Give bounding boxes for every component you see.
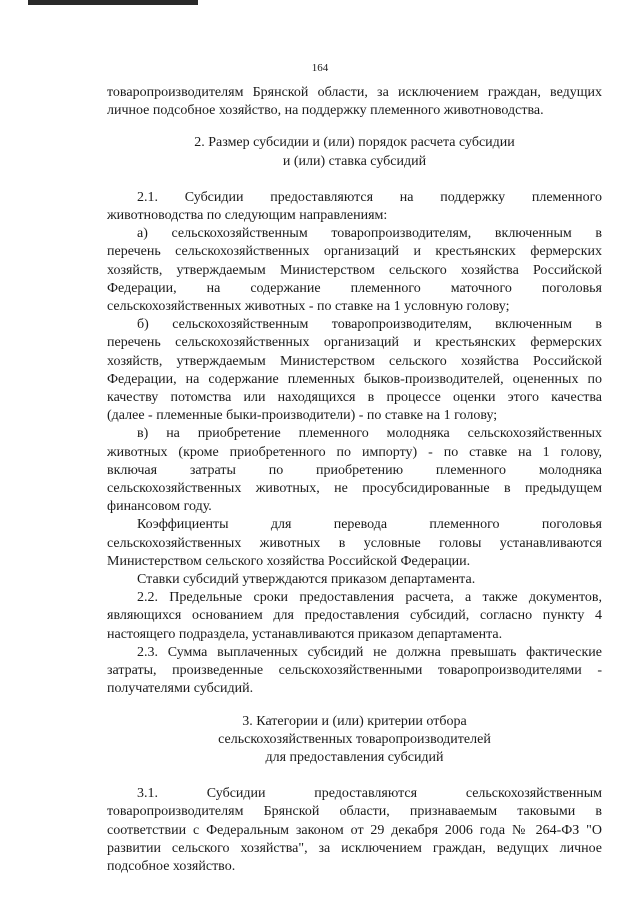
- text-line: Коэффициенты для перевода племенного поголовья: [137, 517, 602, 533]
- text-line: Федерации, на содержание племенного маточного поголовья: [107, 280, 602, 296]
- text-line: 2.2. Предельные сроки предоставления расчета, а также документов,: [137, 590, 602, 606]
- text-line: развитии сельского хозяйства", за исключением граждан, ведущих личное: [107, 840, 602, 856]
- text-line: получателями субсидий.: [107, 681, 254, 697]
- text-line: настоящего подраздела, устанавливаются приказом департамента.: [107, 626, 503, 642]
- paragraph-2-1: [107, 189, 602, 225]
- heading-line: и (или) ставка субсидий: [282, 153, 427, 169]
- text-line: финансовом году.: [107, 499, 212, 515]
- text-line: товаропроизводителям Брянской области, признаваемым таковыми в: [107, 804, 602, 820]
- paragraph-a: [107, 225, 602, 316]
- text-line: сельскохозяйственных животных в условные головы устанавливаются: [107, 535, 602, 551]
- text-line: товаропроизводителям Брянской области, за исключением граждан, ведущих: [107, 85, 602, 100]
- paragraph-v: [107, 425, 602, 516]
- paragraph-3-1: [107, 785, 602, 876]
- text-line: перечень сельскохозяйственных организаций и крестьянских фермерских: [107, 335, 602, 351]
- text-line: б) сельскохозяйственным товаропроизводителям, включенным в: [137, 317, 602, 333]
- heading-line: 3. Категории и (или) критерии отбора: [242, 713, 467, 729]
- heading-line: для предоставления субсидий: [265, 749, 444, 765]
- text-line: подсобное хозяйство.: [107, 858, 236, 874]
- text-line: животноводства по следующим направлениям:: [107, 208, 388, 224]
- text-line: Ставки субсидий утверждаются приказом департамента.: [137, 572, 476, 588]
- text-line: затраты, произведенные сельскохозяйственными товаропроизводителями -: [107, 663, 602, 679]
- text-line: а) сельскохозяйственным товаропроизводителям, включенным в: [137, 226, 602, 242]
- text-line: 3.1. Субсидии предоставляются сельскохозяйственным: [137, 786, 602, 802]
- text-line: являющихся основанием для предоставления субсидий, согласно пункту 4: [107, 608, 602, 624]
- text-line: Министерством сельского хозяйства Российской Федерации.: [107, 553, 471, 569]
- text-line: (далее - племенные быки-производители) - по ставке на 1 голову;: [107, 408, 498, 424]
- text-line: личное подсобное хозяйство, на поддержку племенного животноводства.: [107, 103, 544, 119]
- text-line: сельскохозяйственных животных, не просубсидированные в предыдущем: [107, 481, 602, 497]
- paragraph-b: [107, 316, 602, 425]
- text-line: 2.3. Сумма выплаченных субсидий не должна превышать фактические: [137, 644, 602, 660]
- text-line: животных (кроме приобретенного по импорту) - по ставке на 1 голову,: [107, 444, 602, 460]
- heading-line: 2. Размер субсидии и (или) порядок расчета субсидии: [194, 135, 515, 151]
- text-line: сельскохозяйственных животных - по ставке на 1 условную голову;: [107, 299, 510, 315]
- scan-artifact-bar: [28, 0, 198, 5]
- text-line: хозяйств, утверждаемым Министерством сельского хозяйства Российской: [107, 353, 602, 369]
- page-number: 164: [311, 62, 329, 74]
- text-line: качеству потомства или находящихся в процессе оценки этого качества: [107, 390, 602, 406]
- paragraph-2-2: [107, 589, 602, 644]
- section-2-heading: [107, 134, 602, 170]
- text-line: хозяйств, утверждаемым Министерством сельского хозяйства Российской: [107, 262, 602, 278]
- text-line: перечень сельскохозяйственных организаций и крестьянских фермерских: [107, 244, 602, 260]
- heading-line: сельскохозяйственных товаропроизводителей: [218, 731, 491, 747]
- paragraph-rates: [107, 571, 602, 589]
- section-3-heading: [107, 713, 602, 768]
- text-line: Федерации, на содержание племенных быков-производителей, оцененных по: [107, 371, 602, 387]
- intro-paragraph: [107, 84, 602, 120]
- paragraph-coefficients: [107, 516, 602, 571]
- text-line: включая затраты по приобретению племенного молодняка: [107, 462, 602, 478]
- text-line: соответствии с Федеральным законом от 29 декабря 2006 года № 264-ФЗ "О: [107, 822, 602, 838]
- document-body: [107, 84, 602, 876]
- text-line: 2.1. Субсидии предоставляются на поддержку племенного: [137, 189, 602, 205]
- paragraph-2-3: [107, 644, 602, 699]
- text-line: в) на приобретение племенного молодняка сельскохозяйственных: [137, 426, 602, 442]
